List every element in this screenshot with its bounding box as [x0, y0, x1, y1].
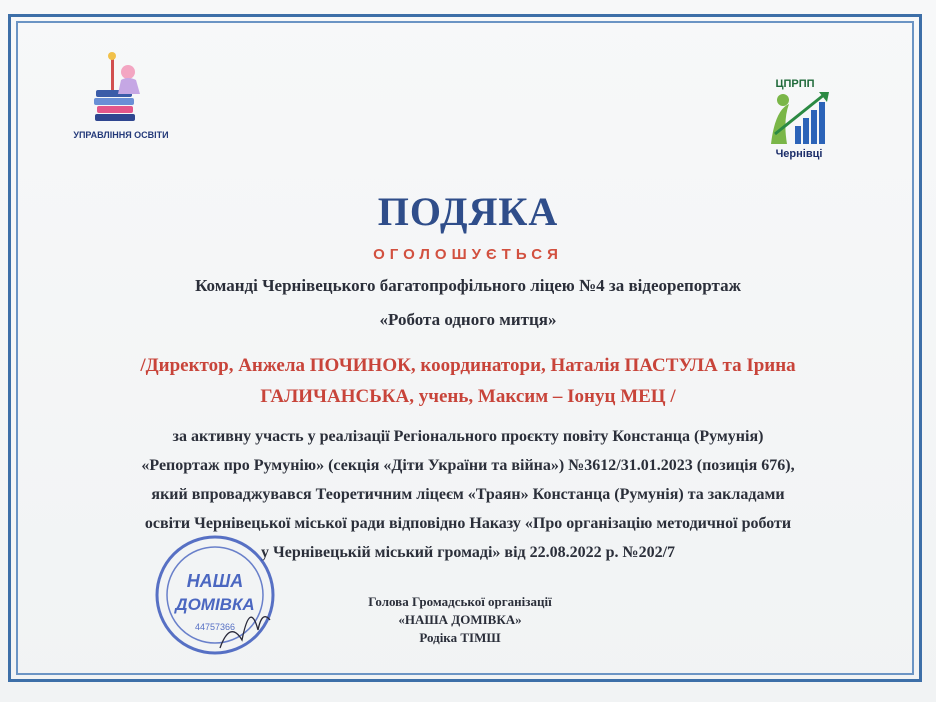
body-line-3: який впроваджувався Теоретичним ліцеєм «Траян» Констанца (Румунія) та закладами — [151, 486, 785, 503]
logo-right-city: Чернівці — [775, 148, 823, 160]
announce-subtitle: ОГОЛОШУЄТЬСЯ — [373, 246, 563, 263]
growth-chart-icon — [765, 90, 835, 148]
body-line-4: освіти Чернівецької міської ради відповідно Наказу «Про організацію методичної роботи — [144, 515, 792, 532]
team-line-2: ГАЛИЧАНСЬКА, учень, Максим – Іонуц МЕЦ / — [260, 386, 676, 407]
signature-line-3: Родіка ТІМШ — [419, 630, 501, 645]
stamp-number: 44757366 — [194, 622, 236, 632]
logo-left-caption: УПРАВЛІННЯ ОСВІТИ — [73, 130, 169, 140]
body-line-2: «Репортаж про Румунію» (секція «Діти України та війна») №3612/31.01.2023 (позиція 676), — [141, 457, 795, 474]
stamp-line-1: НАША — [186, 571, 244, 591]
books-icon — [66, 50, 176, 130]
cprpp-logo — [765, 78, 845, 178]
body-line-1: за активну участь у реалізації Регіонального проєкту повіту Констанца (Румунія) — [172, 428, 764, 445]
body-line-5: у Чернівецькій міський громаді» від 22.08.2022 р. №202/7 — [260, 544, 676, 561]
signature-line-1: Голова Громадської організації — [368, 594, 552, 609]
stamp-seal-icon — [150, 530, 280, 660]
signature-line-2: «НАША ДОМІВКА» — [398, 612, 522, 627]
recipient-line-1: Команді Чернівецького багатопрофільного ліцею №4 за відеорепортаж — [195, 276, 741, 295]
stamp-line-2: ДОМІВКА — [175, 595, 255, 614]
team-line-1: /Директор, Анжела ПОЧИНОК, координатори, Наталія ПАСТУЛА та Ірина — [140, 355, 796, 376]
logo-right-title: ЦПРПП — [775, 78, 815, 90]
organization-stamp — [150, 530, 280, 660]
education-department-logo — [66, 50, 176, 150]
page-title: ПОДЯКА — [377, 189, 559, 234]
recipient-line-2: «Робота одного митця» — [379, 310, 557, 329]
